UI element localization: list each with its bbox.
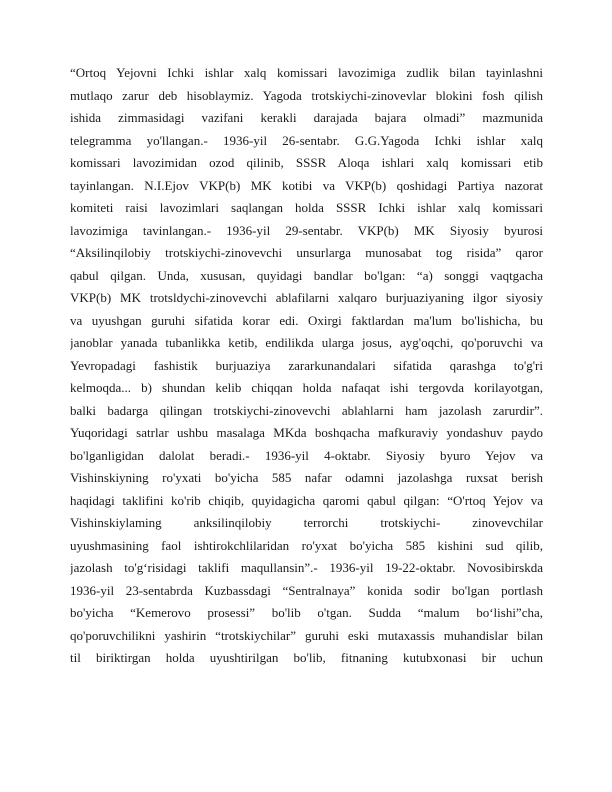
text-line: “Ortoq Yejovni Ichki ishlar xalq komissari lavozimiga zudlik bilan tayinlashni [70, 65, 543, 80]
text-line: va uyushgan guruhi sifatida korar edi. Oxirgi faktlardan ma'lum bo'lishicha, bu [70, 312, 543, 328]
text-line: haqidagi taklifini ko'rib chiqib, quyidagicha qaromi qabul qilgan: “O'rtoq Yejov va [70, 492, 543, 508]
text-line: tayinlangan. N.I.Ejov VKP(b) MK kotibi va VKP(b) qoshidagi Partiya nazorat [70, 177, 543, 193]
text-line: jazolash to'g‘risidagi taklifi maqullansin”.- 1936-yil 19-22-oktabr. Novosibirskda [70, 560, 543, 575]
text-line: qo'poruvchilikni yashirin “trotskiychilar” guruhi eski mutaxassis muhandislar bilan [70, 627, 543, 643]
text-line: telegramma yo'llangan.- 1936-yil 26-sentabr. G.G.Yagoda Ichki ishlar xalq [70, 132, 543, 148]
text-line: Vishinskiyning ro'yxati bo'yicha 585 nafar odamni jazolashga ruxsat berish [70, 470, 543, 485]
text-line: komiteti raisi lavozimlari saqlangan holda SSSR Ichki ishlar xalq komissari [70, 200, 543, 215]
text-line: ishida zimmasidagi vazifani kerakli darajada bajara olmadi” mazmunida [70, 110, 543, 125]
text-line: mutlaqo zarur deb hisoblaymiz. Yagoda trotskiychi-zinovevlar blokini fosh qilish [70, 87, 543, 103]
text-line: Vishinskiylaming anksilinqilobiy terrorchi trotskiychi- zinovevchilar [70, 515, 543, 530]
text-line: til biriktirgan holda uyushtirilgan bo'lib, fitnaning kutubxonasi bir uchun [70, 650, 543, 665]
text-line: Yevropadagi fashistik burjuaziya zararkunandalari sifatida qarashga to'g'ri [70, 357, 543, 373]
text-line: bo'lganligidan dalolat beradi.- 1936-yil 4-oktabr. Siyosiy byuro Yejov va [70, 447, 543, 463]
text-line: qabul qilgan. Unda, xususan, quyidagi bandlar bo'lgan: “a) songgi vaqtgacha [70, 267, 543, 283]
text-line: 1936-yil 23-sentabrda Kuzbassdagi “Sentralnaya” konida sodir bo'lgan portlash [70, 582, 543, 598]
text-line: komissari lavozimidan ozod qilinib, SSSR Aloqa ishlari xalq komissari etib [70, 155, 543, 170]
text-line: bo'yicha “Kemerovo prosessi” bo'lib o'tgan. Sudda “malum bo‘lishi”cha, [70, 605, 543, 620]
text-line: kelmoqda... b) shundan kelib chiqqan holda nafaqat ishi tergovda korilayotgan, [70, 380, 543, 395]
text-line: Yuqoridagi satrlar ushbu masalaga MKda boshqacha mafkuraviy yondashuv paydo [70, 425, 543, 440]
text-line: “Aksilinqilobiy trotskiychi-zinovevchi unsurlarga munosabat tog risida” qaror [70, 245, 543, 260]
text-line: balki badarga qilingan trotskiychi-zinovevchi ablahlarni ham jazolash zarurdir”. [70, 402, 543, 418]
text-line: janoblar yanada tubanlikka ketib, endilikda ularga josus, ayg'oqchi, qo'poruvchi va [70, 335, 543, 350]
document-body [70, 62, 543, 670]
text-line: VKP(b) MK trotsldychi-zinovevchi ablafilarni xalqaro burjuaziyaning ilgor siyosiy [70, 290, 543, 305]
text-line: uyushmasining faol ishtirokchlilaridan ro'yxat bo'yicha 585 kishini sud qilib, [70, 537, 543, 553]
text-line: lavozimiga tavinlangan.- 1936-yil 29-sentabr. VKP(b) MK Siyosiy byurosi [70, 222, 543, 238]
